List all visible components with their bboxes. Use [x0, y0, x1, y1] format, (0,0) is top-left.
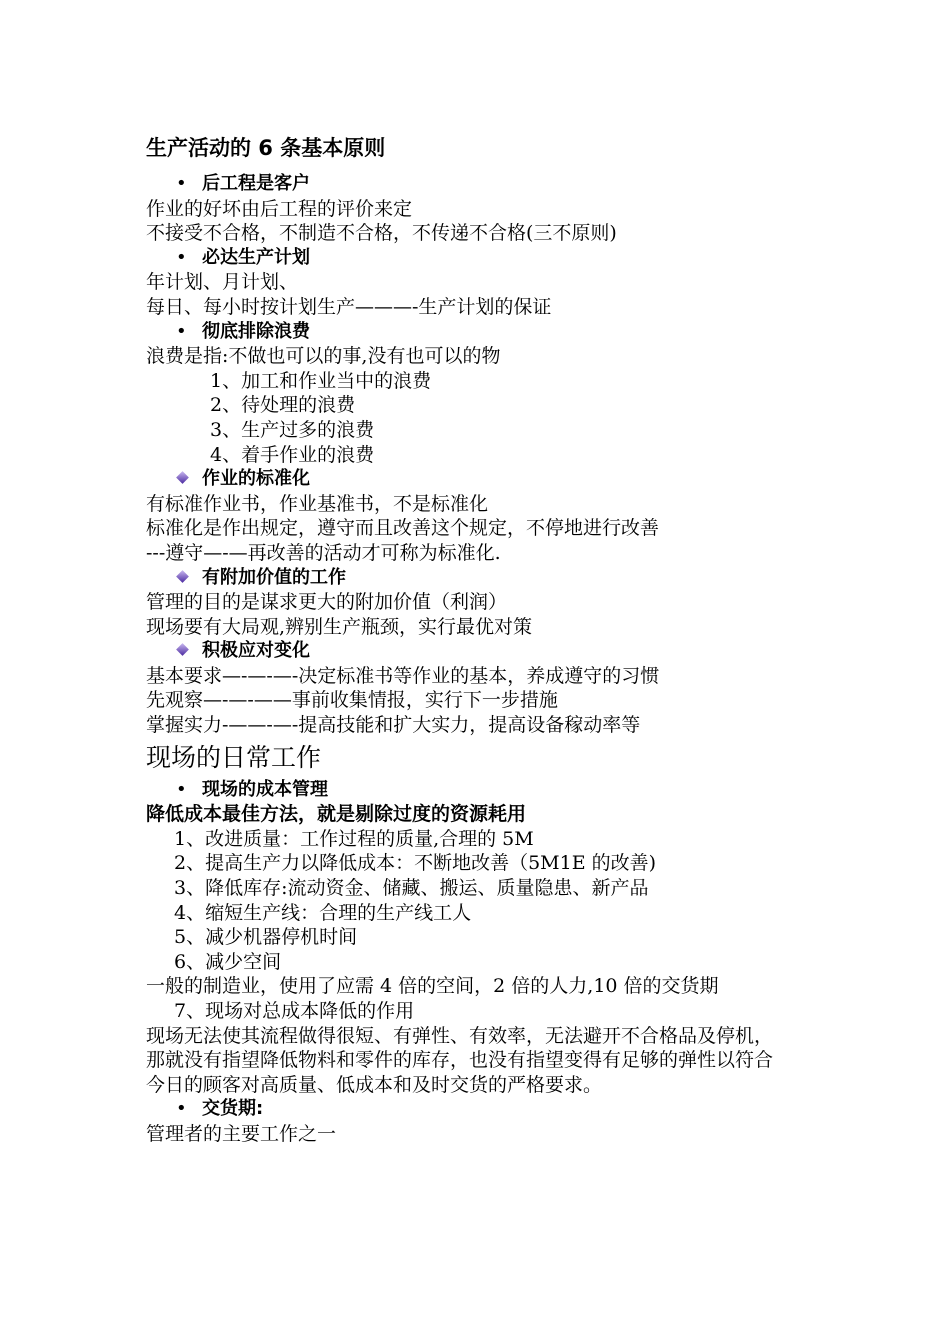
bullet-heading — [146, 778, 816, 803]
diamond-bullet-icon — [176, 570, 189, 583]
text-line: 作业的好坏由后工程的评价来定 — [146, 197, 413, 220]
subtitle: 降低成本最佳方法，就是剔除过度的资源耗用 — [146, 803, 527, 826]
bullet-label: 现场的成本管理 — [202, 778, 328, 800]
section-title: 现场的日常工作 — [146, 742, 322, 772]
bullet-label: 必达生产计划 — [202, 246, 310, 268]
text-line: 有标准作业书，作业基准书，不是标准化 — [146, 492, 489, 515]
text-line: 管理的目的是谋求更大的附加价值（利润） — [146, 591, 508, 614]
diamond-bullet-icon — [176, 643, 189, 656]
text-line: 不接受不合格，不制造不合格，不传递不合格(三不原则) — [146, 222, 617, 245]
bullet-label: 彻底排除浪费 — [202, 320, 310, 342]
bullet-icon: • — [176, 246, 187, 268]
text-line: 每日、每小时按计划生产———-生产计划的保证 — [146, 295, 552, 318]
list-item: 3、降低库存:流动资金、储藏、搬运、质量隐患、新产品 — [174, 877, 649, 900]
bullet-heading — [146, 467, 816, 492]
bullet-icon: • — [176, 320, 187, 342]
list-item: 4、着手作业的浪费 — [210, 443, 375, 466]
section-title: 生产活动的 6 条基本原则 — [146, 136, 386, 160]
bullet-heading — [146, 172, 816, 197]
bullet-label: 有附加价值的工作 — [202, 566, 346, 588]
text-line: 年计划、月计划、 — [146, 271, 299, 294]
bullet-heading — [146, 320, 816, 345]
bullet-label: 交货期: — [202, 1098, 264, 1120]
bullet-heading — [146, 1097, 816, 1122]
list-item: 6、减少空间 — [174, 950, 282, 973]
text-line: 基本要求—-—-—-决定标准书等作业的基本，养成遵守的习惯 — [146, 664, 660, 687]
bullet-icon: • — [176, 1098, 187, 1120]
text-line: 掌握实力-——-—-提高技能和扩大实力，提高设备稼动率等 — [146, 714, 641, 737]
bullet-icon: • — [176, 173, 187, 194]
bullet-heading — [146, 246, 816, 271]
text-line: 浪费是指:不做也可以的事,没有也可以的物 — [146, 345, 501, 368]
list-item: 1、加工和作业当中的浪费 — [210, 369, 432, 392]
bullet-heading — [146, 639, 816, 664]
list-item: 7、现场对总成本降低的作用 — [174, 1000, 415, 1022]
list-item: 1、改进质量：工作过程的质量,合理的 5M — [174, 827, 534, 850]
diamond-bullet-icon — [176, 471, 189, 484]
list-item: 4、缩短生产线：合理的生产线工人 — [174, 901, 472, 924]
list-item: 2、待处理的浪费 — [210, 394, 356, 417]
list-item: 5、减少机器停机时间 — [174, 926, 358, 949]
text-line: 先观察—-—-——事前收集情报，实行下一步措施 — [146, 689, 558, 712]
text-line: 现场要有大局观,辨别生产瓶颈，实行最优对策 — [146, 615, 533, 638]
text-line: 标准化是作出规定，遵守而且改善这个规定，不停地进行改善 — [146, 517, 660, 540]
text-line: ---遵守—-—再改善的活动才可称为标准化. — [146, 541, 501, 564]
list-item: 3、生产过多的浪费 — [210, 418, 375, 441]
text-line: 管理者的主要工作之一 — [146, 1122, 337, 1145]
paragraph-line: 今日的顾客对高质量、低成本和及时交货的严格要求。 — [146, 1073, 603, 1096]
bullet-label: 积极应对变化 — [202, 640, 310, 662]
paragraph-line: 现场无法使其流程做得很短、有弹性、有效率，无法避开不合格品及停机， — [146, 1024, 774, 1047]
bullet-label: 作业的标准化 — [202, 468, 310, 490]
bullet-icon: • — [176, 778, 187, 800]
list-item: 2、提高生产力以降低成本：不断地改善（5M1E 的改善) — [174, 852, 657, 875]
paragraph-line: 那就没有指望降低物料和零件的库存，也没有指望变得有足够的弹性以符合 — [146, 1049, 774, 1072]
text-line: 一般的制造业，使用了应需 4 倍的空间，2 倍的人力,10 倍的交货期 — [146, 975, 719, 998]
bullet-heading — [146, 566, 816, 591]
document-content — [146, 134, 816, 1147]
bullet-label: 后工程是客户 — [202, 173, 310, 194]
